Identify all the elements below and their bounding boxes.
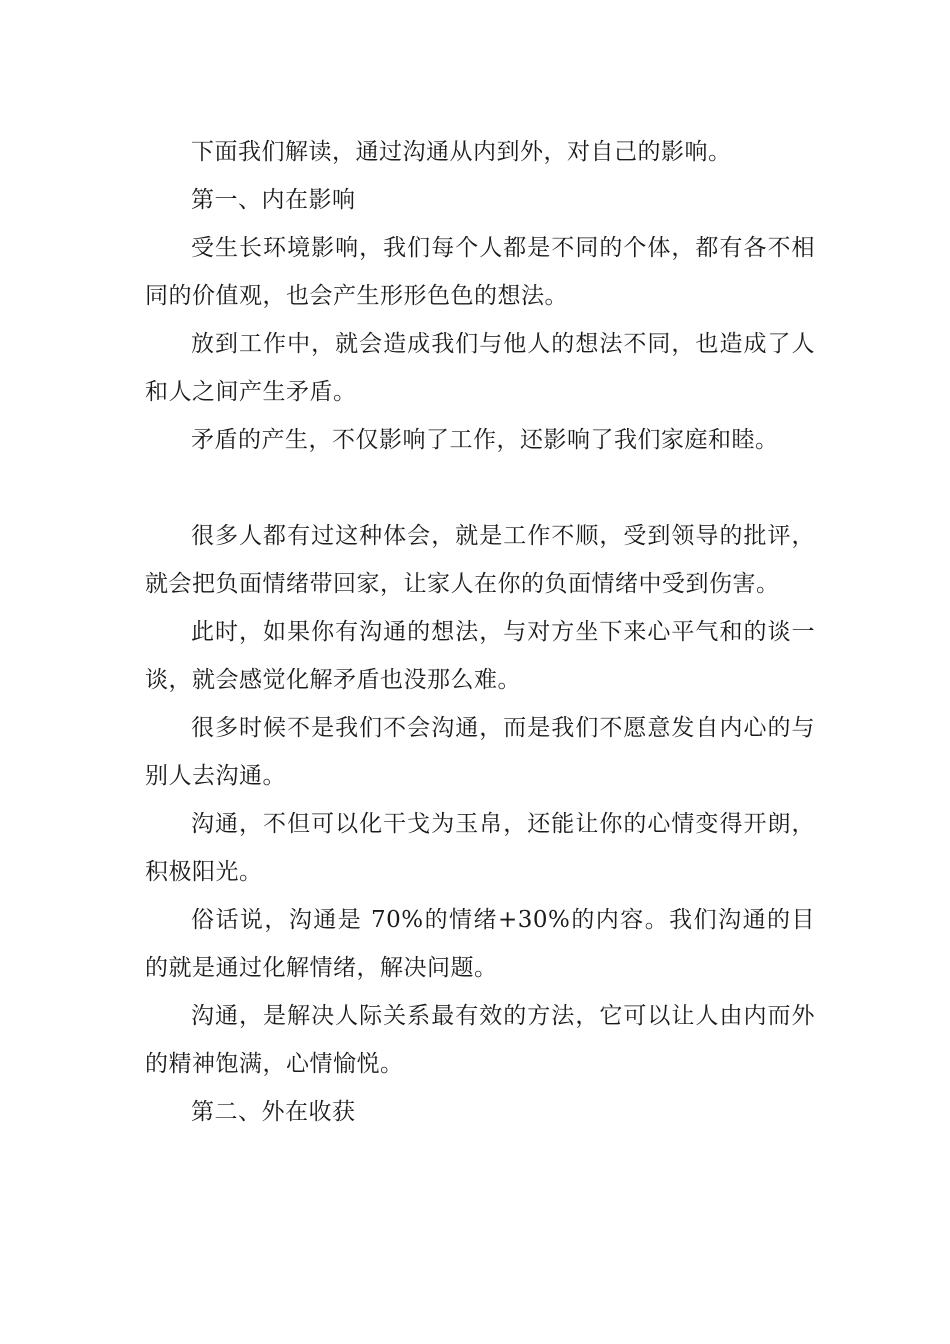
- paragraph-intro: 下面我们解读，通过沟通从内到外，对自己的影响。: [191, 139, 732, 165]
- paragraph: 放到工作中，就会造成我们与他人的想法不同，也造成了人和人之间产生矛盾。: [145, 331, 815, 405]
- paragraph: 俗话说，沟通是 70%的情绪+30%的内容。我们沟通的目的就是通过化解情绪，解决问题。: [145, 907, 815, 981]
- paragraph: 很多时候不是我们不会沟通，而是我们不愿意发自内心的与别人去沟通。: [145, 715, 815, 789]
- document-body: [145, 128, 815, 1136]
- section-heading-2: 第二、外在收获: [191, 1099, 356, 1125]
- paragraph: 受生长环境影响，我们每个人都是不同的个体，都有各不相同的价值观，也会产生形形色色的想法。: [145, 235, 815, 309]
- blank-line: [145, 464, 815, 512]
- section-heading-1: 第一、内在影响: [191, 187, 356, 213]
- paragraph: 矛盾的产生，不仅影响了工作，还影响了我们家庭和睦。: [191, 427, 779, 453]
- paragraph: 很多人都有过这种体会，就是工作不顺，受到领导的批评，就会把负面情绪带回家，让家人在你的负面情绪中受到伤害。: [145, 523, 815, 597]
- paragraph: 沟通，不但可以化干戈为玉帛，还能让你的心情变得开朗，积极阳光。: [145, 811, 815, 885]
- paragraph: 此时，如果你有沟通的想法，与对方坐下来心平气和的谈一谈，就会感觉化解矛盾也没那么难。: [145, 619, 815, 693]
- paragraph: 沟通，是解决人际关系最有效的方法，它可以让人由内而外的精神饱满，心情愉悦。: [145, 1003, 815, 1077]
